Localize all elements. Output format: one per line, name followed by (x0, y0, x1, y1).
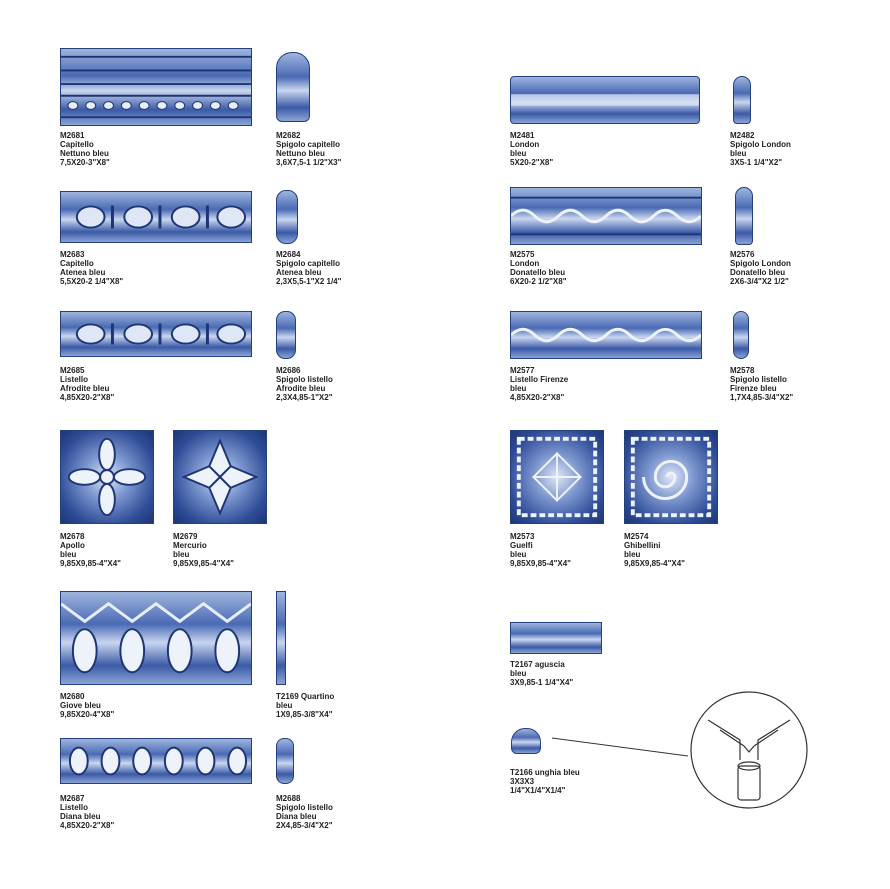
tile-t2167 (510, 622, 602, 654)
name: 3X3X3 (510, 777, 535, 786)
size: 3X9,85-1 1/4"X4" (510, 678, 574, 687)
size: 6X20-2 1/2"X8" (510, 277, 567, 286)
name-2: Donatello bleu (510, 268, 566, 277)
name: London (510, 140, 540, 149)
size: 1X9,85-3/8"X4" (276, 710, 333, 719)
code: M2684 (276, 250, 301, 259)
tile-m2679 (173, 430, 267, 524)
name: Spigolo London (730, 259, 791, 268)
name: Listello (60, 375, 89, 384)
code: M2576 (730, 250, 755, 259)
code: M2482 (730, 131, 755, 140)
code: M2575 (510, 250, 535, 259)
tile-m2681 (60, 48, 252, 126)
caption-m2687 (60, 794, 114, 830)
tile-m2684 (276, 190, 298, 244)
name: Guelfi (510, 541, 533, 550)
name: Capitello (60, 140, 94, 149)
size: 9,85X9,85-4"X4" (173, 559, 234, 568)
tile-m2482 (733, 76, 751, 124)
name: bleu (510, 669, 527, 678)
size: 1/4"X1/4"X1/4" (510, 786, 566, 795)
code: M2682 (276, 131, 301, 140)
caption-m2574 (624, 532, 685, 568)
name-2: bleu (173, 550, 190, 559)
name-2: Afrodite bleu (276, 384, 326, 393)
caption-t2169 (276, 692, 334, 719)
size: 2X4,85-3/4"X2" (276, 821, 333, 830)
code: T2167 aguscia (510, 660, 565, 669)
tile-m2685 (60, 311, 252, 357)
size: 2,3X5,5-1"X2 1/4" (276, 277, 342, 286)
name-2: Firenze bleu (730, 384, 777, 393)
name-2: Diana bleu (276, 812, 317, 821)
caption-m2577 (510, 366, 568, 402)
name: Giove bleu (60, 701, 101, 710)
tile-m2576 (735, 187, 753, 245)
code: M2481 (510, 131, 535, 140)
size: 9,85X9,85-4"X4" (60, 559, 121, 568)
tile-m2481 (510, 76, 700, 124)
caption-m2481 (510, 131, 553, 167)
code: M2683 (60, 250, 85, 259)
code: M2678 (60, 532, 85, 541)
name: Mercurio (173, 541, 207, 550)
size: 9,85X9,85-4"X4" (510, 559, 571, 568)
tile-m2688 (276, 738, 294, 784)
tile-t2166 (511, 728, 541, 754)
code: M2685 (60, 366, 85, 375)
caption-m2576 (730, 250, 791, 286)
tile-m2683 (60, 191, 252, 243)
tile-m2682 (276, 52, 310, 122)
code: T2166 unghia bleu (510, 768, 580, 777)
caption-m2684 (276, 250, 341, 286)
size: 7,5X20-3"X8" (60, 158, 110, 167)
caption-m2682 (276, 131, 341, 167)
name: Spigolo listello (276, 375, 333, 384)
caption-m2575 (510, 250, 567, 286)
name: Spigolo listello (730, 375, 787, 384)
tile-m2574 (624, 430, 718, 524)
size: 2X6-3/4"X2 1/2" (730, 277, 789, 286)
size: 5,5X20-2 1/4"X8" (60, 277, 124, 286)
name-2: bleu (730, 149, 747, 158)
code: M2688 (276, 794, 301, 803)
caption-m2685 (60, 366, 114, 402)
size: 5X20-2"X8" (510, 158, 554, 167)
caption-m2688 (276, 794, 333, 830)
name-2: bleu (510, 550, 527, 559)
size: 1,7X4,85-3/4"X2" (730, 393, 794, 402)
code: M2681 (60, 131, 85, 140)
size: 9,85X20-4"X8" (60, 710, 115, 719)
tile-m2573 (510, 430, 604, 524)
name-2: bleu (510, 149, 527, 158)
name-2: Diana bleu (60, 812, 101, 821)
name: Capitello (60, 259, 94, 268)
name: Apollo (60, 541, 85, 550)
name: London (510, 259, 540, 268)
name-2: Nettuno bleu (60, 149, 109, 158)
tile-m2680 (60, 591, 252, 685)
name: Spigolo capitello (276, 259, 341, 268)
tile-t2169 (276, 591, 286, 685)
tile-m2577 (510, 311, 702, 359)
size: 4,85X20-2"X8" (510, 393, 565, 402)
name-2: bleu (624, 550, 641, 559)
name-2: Atenea bleu (60, 268, 106, 277)
caption-m2681 (60, 131, 110, 167)
name-2: bleu (60, 550, 77, 559)
code: M2578 (730, 366, 755, 375)
size: 4,85X20-2"X8" (60, 821, 115, 830)
tile-m2575 (510, 187, 702, 245)
name-2: Afrodite bleu (60, 384, 110, 393)
code: M2577 (510, 366, 535, 375)
caption-m2679 (173, 532, 234, 568)
size: 3,6X7,5-1 1/2"X3" (276, 158, 342, 167)
caption-m2578 (730, 366, 793, 402)
name-2: bleu (510, 384, 527, 393)
size: 2,3X4,85-1"X2" (276, 393, 333, 402)
name: Listello Firenze (510, 375, 569, 384)
tile-m2578 (733, 311, 749, 359)
caption-m2482 (730, 131, 791, 167)
caption-m2680 (60, 692, 114, 719)
name-2: Donatello bleu (730, 268, 786, 277)
name: Spigolo capitello (276, 140, 341, 149)
code: M2679 (173, 532, 198, 541)
caption-m2678 (60, 532, 121, 568)
code: T2169 Quartino (276, 692, 335, 701)
caption-m2683 (60, 250, 123, 286)
size: 3X5-1 1/4"X2" (730, 158, 783, 167)
caption-t2167 (510, 660, 573, 687)
name: Listello (60, 803, 89, 812)
name-2: Atenea bleu (276, 268, 322, 277)
caption-m2686 (276, 366, 333, 402)
name: Spigolo listello (276, 803, 333, 812)
code: M2574 (624, 532, 649, 541)
tile-m2687 (60, 738, 252, 784)
name: bleu (276, 701, 293, 710)
code: M2573 (510, 532, 535, 541)
caption-m2573 (510, 532, 571, 568)
size: 4,85X20-2"X8" (60, 393, 115, 402)
corner-detail-diagram (548, 690, 844, 810)
code: M2680 (60, 692, 85, 701)
size: 9,85X9,85-4"X4" (624, 559, 685, 568)
name: Ghibellini (624, 541, 661, 550)
tile-m2686 (276, 311, 296, 359)
name-2: Nettuno bleu (276, 149, 325, 158)
code: M2686 (276, 366, 301, 375)
name: Spigolo London (730, 140, 791, 149)
code: M2687 (60, 794, 85, 803)
tile-m2678 (60, 430, 154, 524)
caption-t2166 (510, 768, 580, 795)
